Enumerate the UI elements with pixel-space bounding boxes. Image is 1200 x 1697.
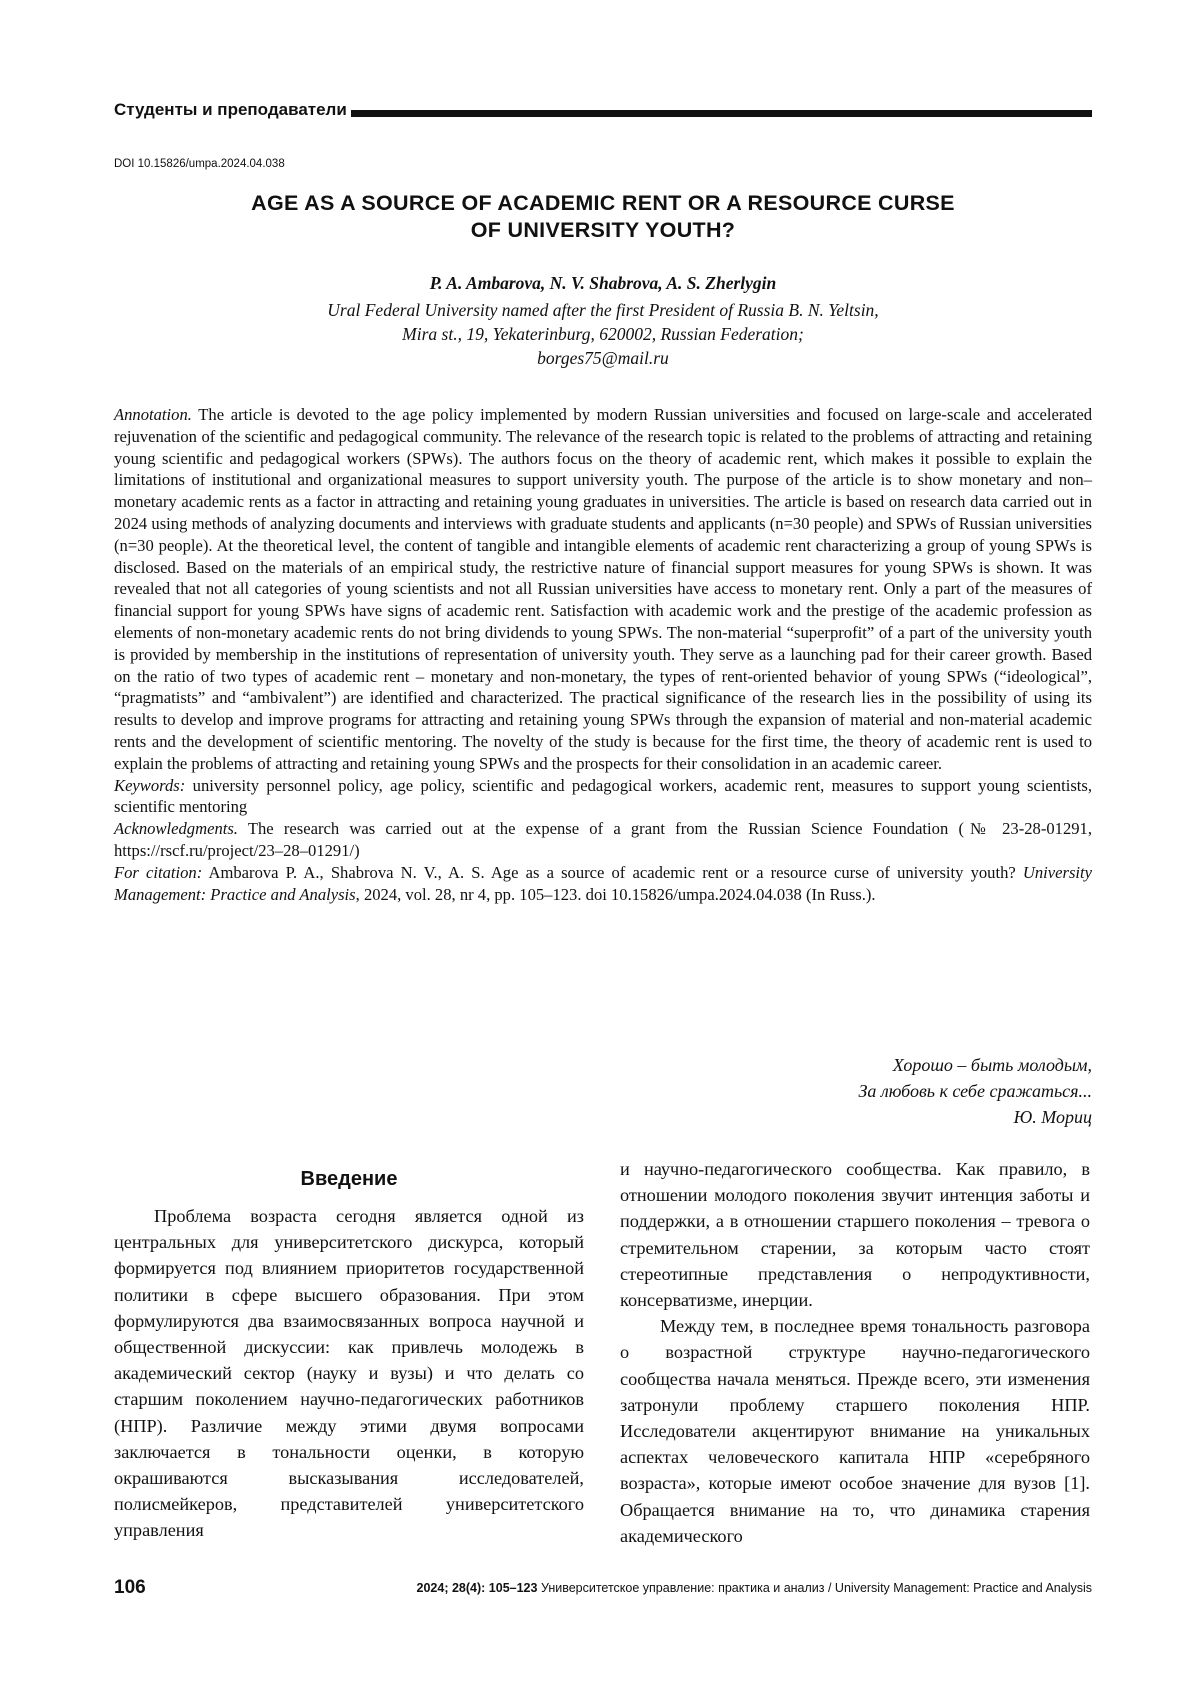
title-line-1: AGE AS A SOURCE OF ACADEMIC RENT OR A RESOURCE CURSE	[251, 191, 955, 215]
affiliation-line-2: Mira st., 19, Yekaterinburg, 620002, Russian Federation;	[402, 324, 804, 344]
issue-info: 2024; 28(4): 105–123	[416, 1581, 538, 1595]
epigraph-author: Ю. Мориц	[1013, 1107, 1092, 1127]
intro-paragraph-2: Между тем, в последнее время тональность разговора о возрастной структуре научно-педагогического сообщества начала меняться. Прежде всего, эти изменения затронули проблему старшего поколения НПР. Исследователи акцентируют внимание на уникальных аспектах человеческого капитала НПР «серебряного возраста», которые имеют особое значение для вузов [1]. Обращается внимание на то, что динамика старения академического	[620, 1316, 1090, 1546]
doi: DOI 10.15826/umpa.2024.04.038	[114, 158, 285, 170]
article-title	[114, 190, 1092, 244]
keywords-text: university personnel policy, age policy, scientific and pedagogical workers, academic rent, measures to support young scientists, scientific mentoring	[114, 775, 1092, 817]
annotation-text: The article is devoted to the age policy implemented by modern Russian universities and focused on large-scale and accelerated rejuvenation of the scientific and pedagogical community. The relevance of the research topic is related to the problems of attracting and retaining young scientific and pedagogical workers (SPWs). The authors focus on the theory of academic rent, which makes it possible to explain the limitations of institutional and organizational measures to support university youth. The purpose of the article is to show monetary and non–monetary academic rents as a factor in attracting and retaining young graduates in universities. The article is based on research data carried out in 2024 using methods of analyzing documents and interviews with graduate students and applicants (n=30 people) and SPWs of Russian universities (n=30 people). At the theoretical level, the content of tangible and intangible elements of academic rent characterizing a group of young SPWs is disclosed. Based on the materials of an empirical study, the restrictive nature of financial support measures for young SPWs is shown. It was revealed that not all categories of young scientists and not all Russian universities have access to monetary rent. Only a part of the measures of financial support for young SPWs have signs of academic rent. Satisfaction with academic work and the prestige of the academic profession as elements of non-monetary academic rents do not bring dividends to young SPWs. The non-material “superprofit” of a part of the university youth is provided by membership in the institutions of representation of university youth. They serve as a launching pad for their career growth. Based on the ratio of two types of academic rent – monetary and non-monetary, the types of rent-oriented behavior of young SPWs (“ideological”, “pragmatists” and “ambivalent”) are identified and characterized. The practical significance of the research lies in the possibility of using its results to develop and improve programs for attracting and retaining young SPWs through the expansion of material and non-material academic rents and the development of scientific mentoring. The novelty of the study is because for the first time, the theory of academic rent is used to explain the problems of attracting and retaining young SPWs and the prospects for their consolidation in an academic career.	[114, 405, 1092, 773]
running-header	[114, 96, 1092, 118]
epigraph-line-2: За любовь к себе сражаться...	[858, 1081, 1092, 1101]
citation	[114, 862, 1092, 906]
title-line-2: OF UNIVERSITY YOUTH?	[470, 218, 736, 242]
section-title: Студенты и преподаватели	[114, 100, 347, 119]
left-column	[114, 1203, 584, 1544]
affiliation	[114, 298, 1092, 370]
intro-paragraph-1: Проблема возраста сегодня является одной из центральных для университетского дискурса, который формируется под влиянием приоритетов государственной политики в сфере высшего образования. При этом формулируются два взаимосвязанных вопроса научной и общественной дискуссии: как привлечь молодежь в академический сектор (науку и вузы) и что делать со старшим поколением научно-педагогических работников (НПР). Различие между этими двумя вопросами заключается в тональности оценки, в которую окрашиваются высказывания исследователей, полисмейкеров, представителей университетского управления	[114, 1206, 584, 1541]
citation-text: Ambarova P. A., Shabrova N. V., A. S. Age as a source of academic rent or a resource curse of university youth?	[208, 862, 1016, 882]
ack-label: Acknowledgments.	[114, 819, 238, 839]
affiliation-email: borges75@mail.ru	[537, 348, 669, 368]
annotation-label: Annotation.	[114, 405, 192, 424]
citation-journal: University Management: Practice and Analysis	[114, 862, 1093, 904]
ack-text: The research was carried out at the expense of a grant from the Russian Science Foundation (№ 23-28-01291, https://rscf.ru/project/23–28–01291/)	[114, 819, 1092, 860]
keywords-label: Keywords:	[114, 775, 186, 795]
page-number: 106	[114, 1577, 146, 1598]
journal-name: Университетское управление: практика и анализ / University Management: Practice and Analysis	[537, 1581, 1092, 1595]
epigraph-line-1: Хорошо – быть молодым,	[892, 1055, 1092, 1075]
epigraph	[858, 1052, 1092, 1130]
authors: P. A. Ambarova, N. V. Shabrova, A. S. Zherlygin	[429, 273, 777, 293]
right-column	[620, 1156, 1090, 1549]
intro-paragraph-1-cont: и научно-педагогического сообщества. Как правило, в отношении молодого поколения звучит интенция заботы и поддержки, а в отношении старшего поколения – тревога о стремительном старении, за которым часто стоят стереотипные представления о непродуктивности, консерватизме, инерции.	[620, 1159, 1090, 1311]
intro-heading: Введение	[300, 1168, 398, 1190]
page-footer	[114, 1577, 1092, 1599]
header-rule	[351, 110, 1092, 117]
keywords	[114, 775, 1092, 819]
abstract-block	[114, 404, 1092, 905]
citation-details: , 2024, vol. 28, nr 4, pp. 105–123. doi 10.15826/umpa.2024.04.038 (In Russ.).	[355, 884, 876, 904]
annotation	[114, 404, 1092, 775]
journal-reference	[417, 1581, 1092, 1595]
citation-label: For citation:	[114, 862, 203, 882]
affiliation-line-1: Ural Federal University named after the first President of Russia B. N. Yeltsin,	[327, 300, 879, 320]
acknowledgments	[114, 818, 1092, 862]
